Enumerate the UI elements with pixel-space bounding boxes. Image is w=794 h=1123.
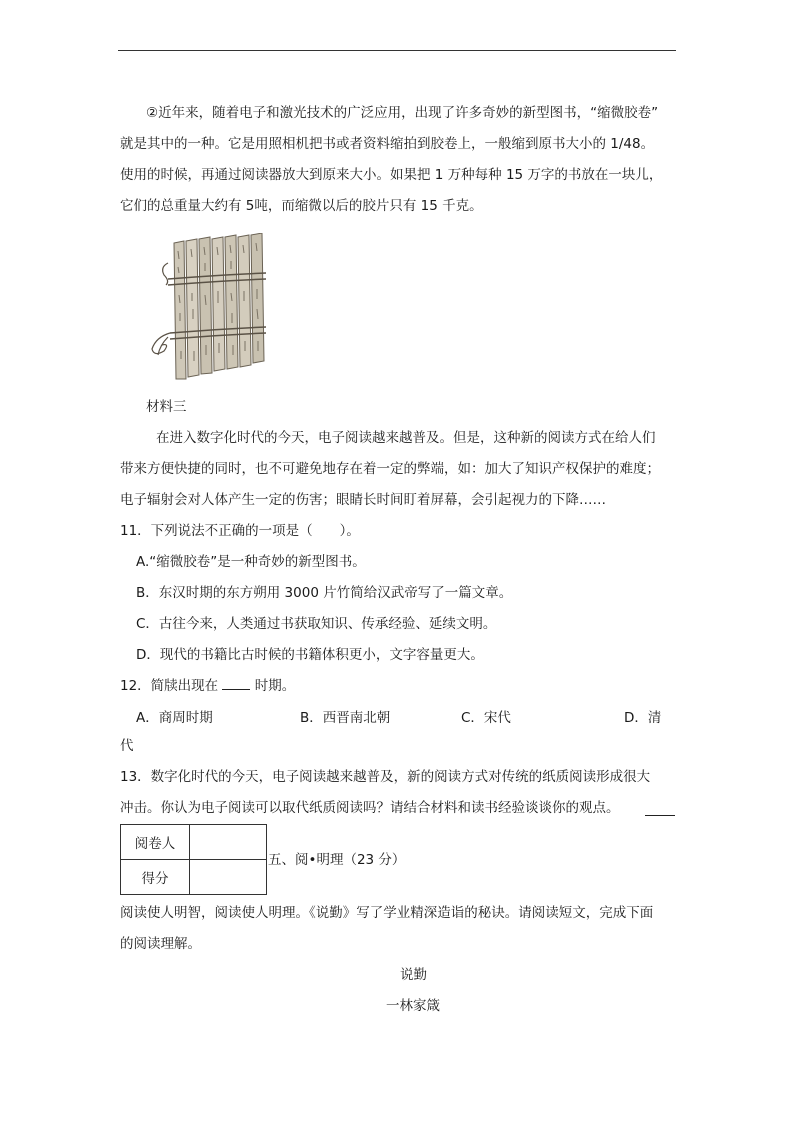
question-12-option-b: B．西晋南北朝: [300, 710, 391, 726]
material3-line-2: 带来方便快捷的同时，也不可避免地存在着一定的弊端，如：加大了知识产权保护的难度；: [120, 461, 660, 477]
answer-blank[interactable]: [222, 677, 250, 690]
answer-blank-13[interactable]: [645, 815, 675, 816]
material3-line-1: 在进入数字化时代的今天，电子阅读越来越普及。但是，这种新的阅读方式在给人们: [156, 430, 656, 446]
question-13-line-2: 冲击。你认为电子阅读可以取代纸质阅读吗？请结合材料和读书经验谈谈你的观点。: [120, 800, 620, 816]
section-5-intro-1: 阅读使人明智，阅读使人明理。《说勤》写了学业精深造诣的秘诀。请阅读短文，完成下面: [120, 905, 654, 921]
question-12-option-a: A．商周时期: [136, 710, 213, 726]
material3-heading: 材料三: [146, 399, 187, 415]
question-11-option-b: B．东汉时期的东方朔用 3000 片竹简给汉武帝写了一篇文章。: [136, 585, 513, 601]
question-12-option-d: D．清: [624, 710, 662, 726]
score-table: [120, 824, 267, 895]
essay-title: 说勤: [400, 967, 427, 983]
score-cell[interactable]: [190, 860, 267, 895]
material2-line-2: 就是其中的一种。它是用照相机把书或者资料缩拍到胶卷上，一般缩到原书大小的 1/48。: [120, 136, 655, 152]
question-12-option-c: C．宋代: [461, 710, 511, 726]
question-13-line-1: 13．数字化时代的今天，电子阅读越来越普及，新的阅读方式对传统的纸质阅读形成很大: [120, 769, 651, 785]
score-label: 得分: [121, 860, 190, 895]
bamboo-slips-icon: [148, 233, 274, 381]
section-5-title: 五、阅•明理（23 分）: [268, 852, 406, 868]
question-11-option-c: C．古往今来，人类通过书获取知识、传承经验、延续文明。: [136, 616, 497, 632]
header-rule: [118, 50, 676, 51]
essay-author: 一林家箴: [386, 998, 440, 1014]
question-12-stem: [120, 677, 295, 695]
question-11-stem: 11．下列说法不正确的一项是（ ）。: [120, 523, 360, 539]
material3-line-3: 电子辐射会对人体产生一定的伤害；眼睛长时间盯着屏幕，会引起视力的下降……: [120, 492, 606, 508]
question-12-stem-pre: 12．简牍出现在: [120, 678, 219, 694]
question-11-option-a: A.“缩微胶卷”是一种奇妙的新型图书。: [136, 554, 366, 570]
reviewer-label: 阅卷人: [121, 825, 190, 860]
material2-line-4: 它们的总重量大约有 5吨，而缩微以后的胶片只有 15 千克。: [120, 198, 483, 214]
material2-line-1: ②近年来，随着电子和激光技术的广泛应用，出现了许多奇妙的新型图书，“缩微胶卷”: [146, 105, 659, 121]
reviewer-cell[interactable]: [190, 825, 267, 860]
question-12-stem-post: 时期。: [254, 678, 296, 694]
material2-line-3: 使用的时候，再通过阅读器放大到原来大小。如果把 1 万种每种 15 万字的书放在一块儿，: [120, 167, 663, 183]
question-11-option-d: D．现代的书籍比古时候的书籍体积更小，文字容量更大。: [136, 647, 484, 663]
question-12-option-d-cont: 代: [120, 738, 134, 754]
section-5-intro-2: 的阅读理解。: [120, 936, 201, 952]
